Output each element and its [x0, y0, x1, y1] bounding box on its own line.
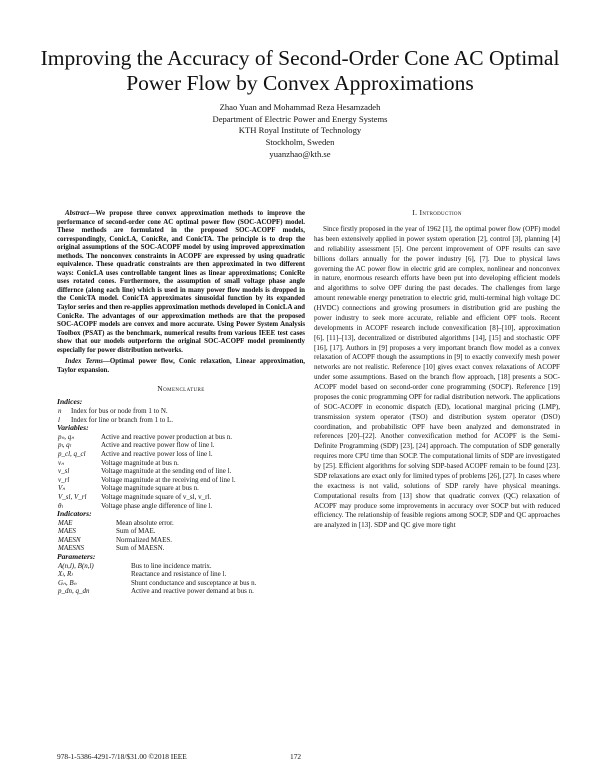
nomenclature-row	[57, 450, 305, 459]
nomenclature-description: Index for bus or node from 1 to N.	[71, 406, 168, 415]
nomenclature-description: Sum of MAE.	[116, 527, 156, 536]
abstract-label: Abstract	[65, 210, 89, 217]
index-terms-label: Index Terms	[65, 358, 103, 366]
nomenclature-symbol: l	[58, 415, 60, 424]
nomenclature-row	[57, 493, 305, 502]
nomenclature-row	[57, 587, 305, 596]
nomenclature-symbol: Xₗ, Rₗ	[58, 570, 73, 579]
nomenclature-symbol: MAE	[58, 518, 73, 527]
nomenclature-symbol: p_cl, q_cl	[58, 449, 86, 458]
introduction-text: Since firstly proposed in the year of 1962 [1], the optimal power flow (OPF) model has been extensively applied in power system operation [2], control [3], planning [4] and reliability assessment [5]. One percent improvement of OPF results can save billions dollars annually for the power industry [6], [7]. Due to physical laws governing the AC power flow in electric grid are complex, nonlinear and nonconvex in nature, enormous research efforts have been put into developing efficient models and algorithms to solve OPF during the past decades. The challenges from large amount renewable energy penetration to electric grid, multi-terminal high voltage DC (HVDC) connections and growing prosumers in distribution grid are pushing the power industry to seek more accurate, reliable and efficient OPF tools. Recent developments in ACOPF research include convexification [8]–[10], approximation [6], [11]–[13], decentralized or distributed algorithms [14], [15] and stochastic OPF [16], [17]. Authors in [9] proposes a very important branch flow model as a convex relaxation of ACOPF though the assumptions in [9] to exactly convexify mesh power networks are not realistic. Reference [10] gives exact convex relaxations of ACOPF under some assumptions. Based on the branch flow approach, [18] presents a SOC-ACOPF model based on second-order cone programming (SOCP). Reference [19] proposes the conic programming OPF for radial distribution network. The applications of SOC-ACOPF in economic dispatch (ED), locational marginal pricing (LMP), transmission system operator (TSO) and distribution system operator (DSO) coordination, and probabilistic OPF have been analyzed and demonstrated in references [20]–[22]. Another convexification method for ACOPF is the Semi-Definite Programming (SDP) [23], [24] approach. The computation of SDP generally requires more CPU time than SOCP. The computational limits of SDP are investigated by [25]. Efficient algorithms for solving SDP-based ACOPF remain to be found [23]. SDP relaxations are exact only for limited types of problems [26], [27]. In cases where the exactness is not valid, solutions of SDP rarely have physical meanings. Computational results from [13] show that quadratic convex (QC) relaxation of ACOPF may produce some improvements in accuracy over SOCP but with reduced efficiency. The relationship of feasible regions among SOCP, SDP and QC approaches are analyzed in [13]. SDP and QC give more tight	[314, 225, 560, 530]
nomenclature-heading: Nomenclature	[157, 384, 205, 394]
location: Stockholm, Sweden	[265, 137, 335, 148]
abstract	[57, 210, 305, 355]
email: yuanzhao@kth.se	[269, 148, 331, 159]
institution: KTH Royal Institute of Technology	[238, 125, 362, 136]
nomenclature-description: Active and reactive power production at bus n.	[101, 432, 233, 441]
nomenclature-description: Reactance and resistance of line l.	[131, 570, 227, 579]
nomenclature-row	[57, 519, 305, 528]
nomenclature-description: Shunt conductance and susceptance at bus n.	[131, 578, 257, 587]
nomenclature-row	[57, 579, 305, 588]
copyright-notice: 978-1-5386-4291-7/18/$31.00 ©2018 IEEE	[57, 752, 187, 761]
nomenclature-description: Normalized MAES.	[116, 535, 172, 544]
nomenclature-row	[57, 433, 305, 442]
nomenclature-symbol: n	[58, 406, 62, 415]
nomenclature-row	[57, 476, 305, 485]
nomenclature-symbol: Vₙ	[58, 484, 66, 493]
nomenclature-symbol: p_dn, q_dn	[58, 587, 90, 596]
nomenclature-group-title: Variables:	[57, 423, 89, 433]
nomenclature-description: Bus to line incidence matrix.	[131, 561, 212, 570]
nomenclature-row	[57, 536, 305, 545]
nomenclature-symbol: Gₙ, Bₙ	[58, 578, 77, 587]
nomenclature-description: Voltage magnitude at bus n.	[101, 458, 179, 467]
nomenclature-symbol: V_sl, V_rl	[58, 492, 87, 501]
nomenclature-row	[57, 459, 305, 468]
introduction-heading: I. Introduction	[412, 208, 462, 217]
nomenclature-symbol: pₗ, qₗ	[58, 441, 71, 450]
nomenclature-row	[57, 502, 305, 511]
nomenclature-symbol: θₗ	[58, 501, 63, 510]
nomenclature-description: Voltage magnitude square of v_sl, v_rl.	[101, 492, 212, 501]
nomenclature-symbol: v_sl	[58, 467, 70, 476]
nomenclature-list	[57, 398, 305, 596]
nomenclature-description: Voltage magnitude at the sending end of line l.	[101, 467, 232, 476]
nomenclature-symbol: MAES	[58, 527, 76, 536]
nomenclature-symbol: A(n,l), B(n,l)	[58, 561, 94, 570]
nomenclature-description: Sum of MAESN.	[116, 544, 165, 553]
nomenclature-row	[57, 467, 305, 476]
nomenclature-row	[57, 441, 305, 450]
nomenclature-row	[57, 407, 305, 416]
nomenclature-symbol: pₙ, qₙ	[58, 432, 75, 441]
paper-title: Improving the Accuracy of Second-Order Cone AC Optimal Power Flow by Convex Approximations	[40, 46, 560, 95]
authors: Zhao Yuan and Mohammad Reza Hesamzadeh	[219, 102, 381, 112]
right-column	[314, 208, 560, 531]
nomenclature-group-title: Indicators:	[57, 509, 92, 519]
nomenclature-description: Active and reactive power demand at bus n.	[131, 587, 254, 596]
index-terms	[57, 358, 305, 375]
nomenclature-row	[57, 570, 305, 579]
nomenclature-symbol: vₙ	[58, 458, 64, 467]
nomenclature-row	[57, 416, 305, 425]
nomenclature-description: Voltage phase angle difference of line l.	[101, 501, 213, 510]
nomenclature-row	[57, 527, 305, 536]
author-block	[100, 102, 500, 161]
left-column	[57, 210, 305, 596]
nomenclature-symbol: v_rl	[58, 475, 70, 484]
nomenclature-symbol: MAESNS	[58, 544, 85, 553]
nomenclature-symbol: MAESN	[58, 535, 81, 544]
nomenclature-description: Active and reactive power flow of line l.	[101, 441, 215, 450]
nomenclature-group-title: Indices:	[57, 397, 83, 407]
nomenclature-group-title: Parameters:	[57, 552, 96, 562]
nomenclature-row	[57, 562, 305, 571]
nomenclature-description: Voltage magnitude at the receiving end of line l.	[101, 475, 236, 484]
nomenclature-description: Active and reactive power loss of line l.	[101, 449, 213, 458]
nomenclature-row	[57, 484, 305, 493]
nomenclature-description: Index for line or branch from 1 to L.	[71, 415, 174, 424]
index-terms-text: —Optimal power flow, Conic relaxation, Linear approximation, Taylor expansion.	[57, 358, 305, 374]
department: Department of Electric Power and Energy Systems	[212, 113, 388, 124]
abstract-text: —We propose three convex approximation methods to improve the performance of second-order cone AC optimal power flow (SOC-ACOPF) model. These methods are formulated in the proposed SOC-ACOPF models, correspondingly, ConicLA, ConicRe, and ConicTA. The principle is to drop the original assumptions of the SOC-ACOPF model by using improved approximation methods. The nonconvex constraints in ACOPF are expressed by using quadratic equivalence. These quadratic constraints are then approximated in two different ways: ConicLA uses controllable tangent lines as linear approximations; ConicRe uses rotated cones. Furthermore, the assumption of small voltage phase angle differnce (along each line) which is used in many power flow models is dropped in the ConicTA model. ConicTA approximates sinusoidal function by its expanded Taylor series and then re-applies approximation methods developed in ConicLA and ConicRe. The advantages of our approximation methods are that the proposed SOC-ACOPF models are convex and more accurate. Using Power System Analysis Toolbox (PSAT) as the benchmark, numerical results from various IEEE test cases show that our models outperform the original SOC-ACOPF model prominently especially for power distribution networks.	[57, 210, 305, 354]
nomenclature-description: Mean absolute error.	[116, 518, 174, 527]
nomenclature-description: Voltage magnitude square at bus n.	[101, 484, 199, 493]
page-number: 172	[290, 752, 302, 761]
